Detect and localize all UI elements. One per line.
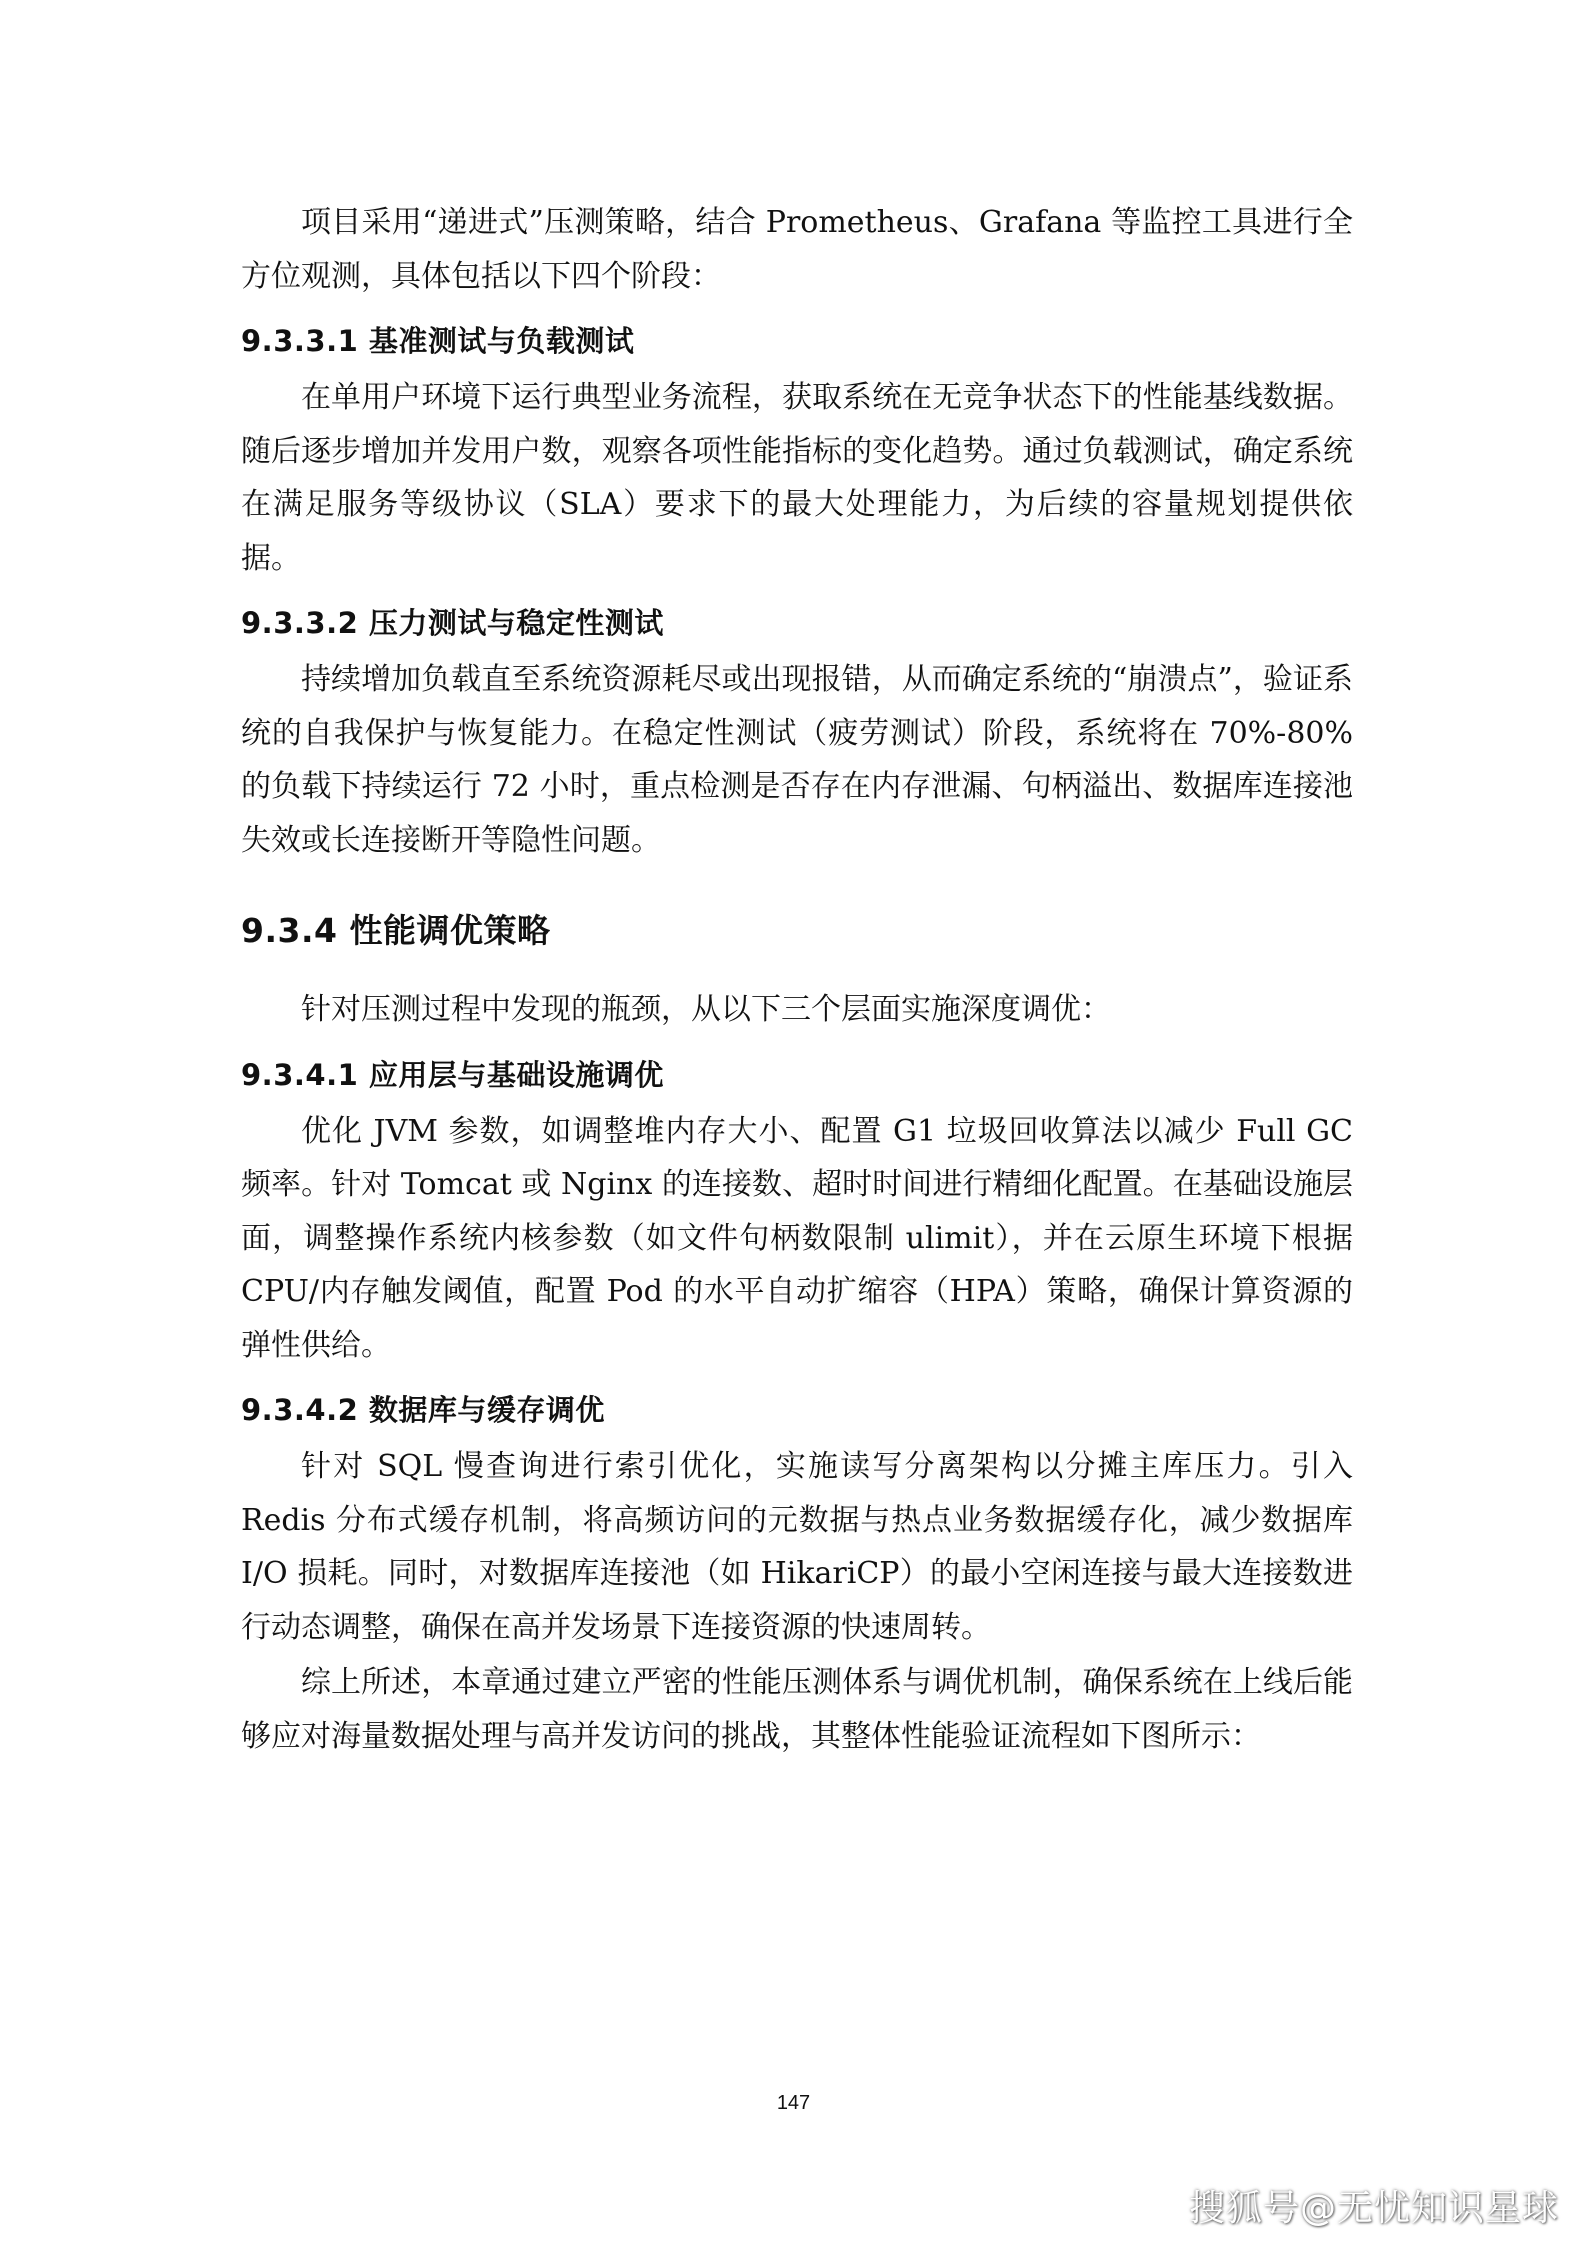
intro-paragraph: 项目采用“递进式”压测策略，结合 Prometheus、Grafana 等监控工具进行全方位观测，具体包括以下四个阶段： bbox=[241, 205, 1353, 294]
paragraph-9-3-4-2: 针对 SQL 慢查询进行索引优化，实施读写分离架构以分摊主库压力。引入 Redis 分布式缓存机制，将高频访问的元数据与热点业务数据缓存化，减少数据库 I/O 损耗。同时，对数据库连接池（如 HikariCP）的最小空闲连接与最大连接数进行动态调整，确保在高并发场景下连接资源的快速周转。 bbox=[241, 1449, 1353, 1645]
paragraph-9-3-4: 针对压测过程中发现的瓶颈，从以下三个层面实施深度调优： bbox=[301, 992, 1111, 1027]
summary-paragraph: 综上所述，本章通过建立严密的性能压测体系与调优机制，确保系统在上线后能够应对海量数据处理与高并发访问的挑战，其整体性能验证流程如下图所示： bbox=[241, 1665, 1353, 1754]
heading-9-3-4-2: 9.3.4.2 数据库与缓存调优 bbox=[241, 1393, 605, 1427]
watermark: 搜狐号@无忧知识星球 bbox=[1188, 2188, 1559, 2229]
page-number: 147 bbox=[776, 2092, 811, 2114]
page-body bbox=[241, 196, 1353, 1763]
heading-9-3-3-1: 9.3.3.1 基准测试与负载测试 bbox=[241, 324, 635, 358]
paragraph-9-3-4-1: 优化 JVM 参数，如调整堆内存大小、配置 G1 垃圾回收算法以减少 Full GC 频率。针对 Tomcat 或 Nginx 的连接数、超时时间进行精细化配置。在基础设施层面，调整操作系统内核参数（如文件句柄数限制 ulimit），并在云原生环境下根据 CPU/内存触发阈值，配置 Pod 的水平自动扩缩容（HPA）策略，确保计算资源的弹性供给。 bbox=[241, 1113, 1353, 1363]
heading-9-3-3-2: 9.3.3.2 压力测试与稳定性测试 bbox=[241, 606, 664, 640]
paragraph-9-3-3-2: 持续增加负载直至系统资源耗尽或出现报错，从而确定系统的“崩溃点”，验证系统的自我保护与恢复能力。在稳定性测试（疲劳测试）阶段，系统将在 70%-80% 的负载下持续运行 72 小时，重点检测是否存在内存泄漏、句柄溢出、数据库连接池失效或长连接断开等隐性问题。 bbox=[241, 662, 1353, 858]
heading-9-3-4: 9.3.4 性能调优策略 bbox=[241, 911, 551, 950]
paragraph-9-3-3-1: 在单用户环境下运行典型业务流程，获取系统在无竞争状态下的性能基线数据。随后逐步增加并发用户数，观察各项性能指标的变化趋势。通过负载测试，确定系统在满足服务等级协议（SLA）要求下的最大处理能力，为后续的容量规划提供依据。 bbox=[241, 380, 1353, 576]
heading-9-3-4-1: 9.3.4.1 应用层与基础设施调优 bbox=[241, 1057, 664, 1092]
